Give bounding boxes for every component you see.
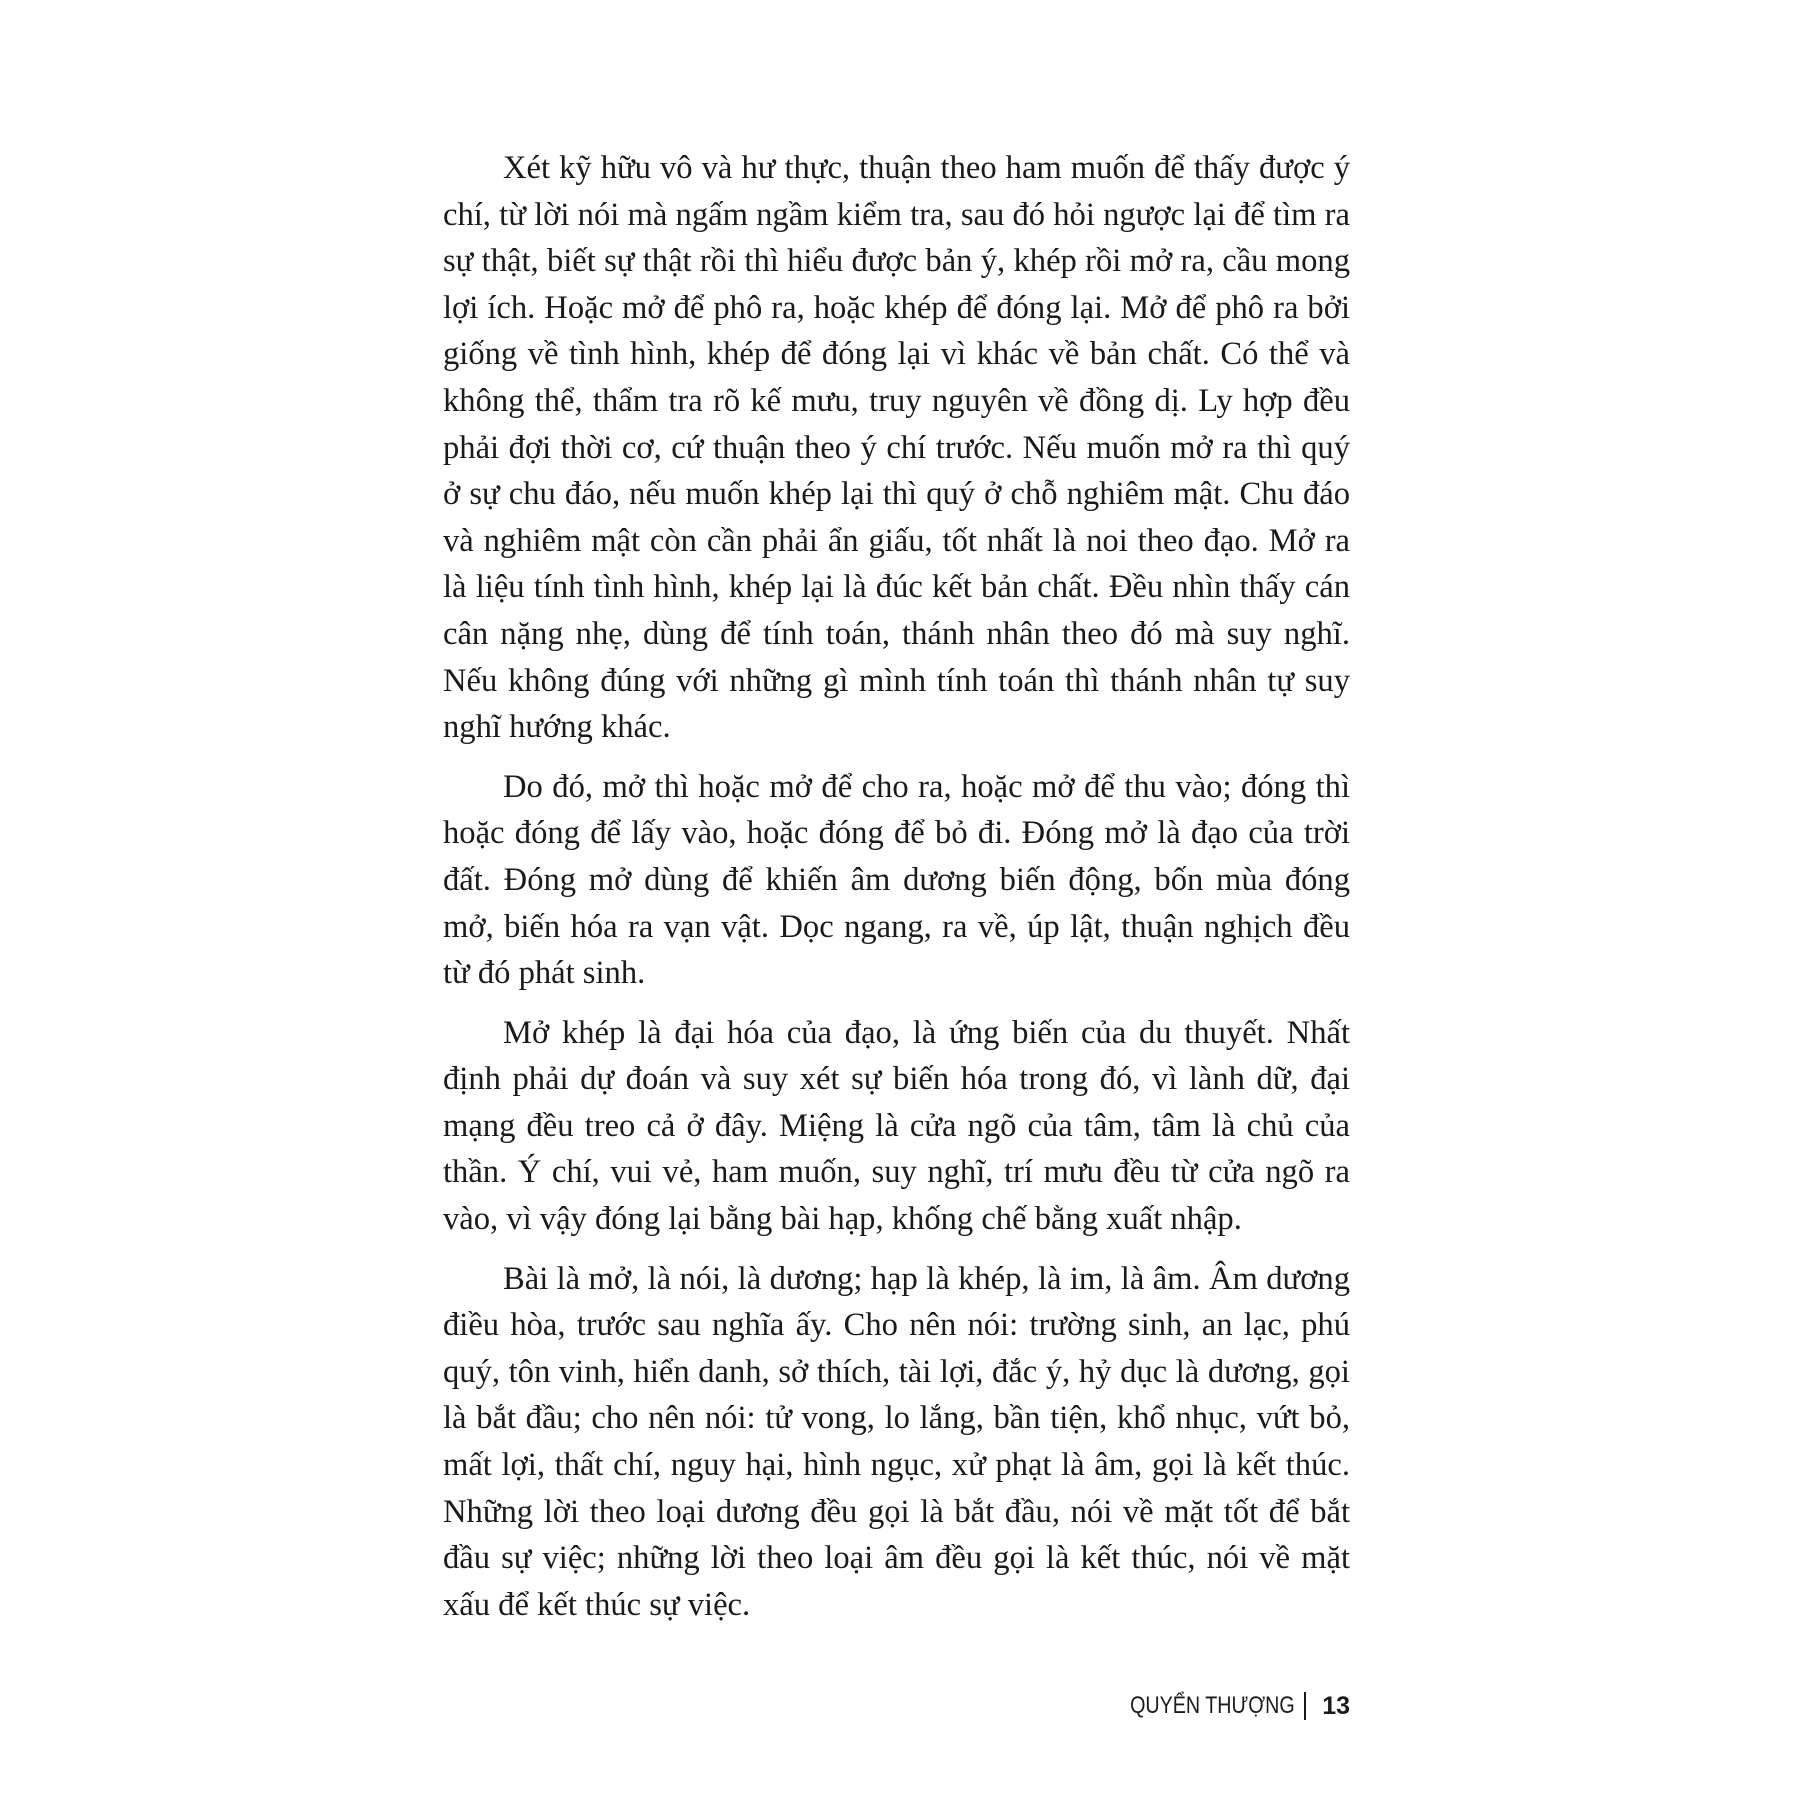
running-head: QUYỂN THƯỢNG xyxy=(1129,1692,1295,1719)
paragraph-4: Bài là mở, là nói, là dương; hạp là khép, là im, là âm. Âm dương điều hòa, trước sau nghĩa ấy. Cho nên nói: trường sinh, an lạc, phú quý, tôn vinh, hiển danh, sở thích, tài lợi, đắc ý, hỷ dục là dương, gọi là bắt đầu; cho nên nói: tử vong, lo lắng, bần tiện, khổ nhục, vứt bỏ, mất lợi, thất chí, nguy hại, hình ngục, xử phạt là âm, gọi là kết thúc. Những lời theo loại dương đều gọi là bắt đầu, nói về mặt tốt để bắt đầu sự việc; những lời theo loại âm đều gọi là kết thúc, nói về mặt xấu để kết thúc sự việc. xyxy=(443,1260,1350,1623)
paragraph-2: Do đó, mở thì hoặc mở để cho ra, hoặc mở để thu vào; đóng thì hoặc đóng để lấy vào, hoặc đóng để bỏ đi. Đóng mở là đạo của trời đất. Đóng mở dùng để khiến âm dương biến động, bốn mùa đóng mở, biến hóa ra vạn vật. Dọc ngang, ra về, úp lật, thuận nghịch đều từ đó phát sinh. xyxy=(443,768,1350,992)
page-number: 13 xyxy=(1322,1691,1350,1720)
footer-divider xyxy=(1304,1692,1306,1720)
body-text xyxy=(443,145,1350,1641)
paragraph-1: Xét kỹ hữu vô và hư thực, thuận theo ham muốn để thấy được ý chí, từ lời nói mà ngấm ngầm kiểm tra, sau đó hỏi ngược lại để tìm ra sự thật, biết sự thật rồi thì hiểu được bản ý, khép rồi mở ra, cầu mong lợi ích. Hoặc mở để phô ra, hoặc khép để đóng lại. Mở để phô ra bởi giống về tình hình, khép để đóng lại vì khác về bản chất. Có thể và không thể, thẩm tra rõ kế mưu, truy nguyên về đồng dị. Ly hợp đều phải đợi thời cơ, cứ thuận theo ý chí trước. Nếu muốn mở ra thì quý ở sự chu đáo, nếu muốn khép lại thì quý ở chỗ nghiêm mật. Chu đáo và nghiêm mật còn cần phải ẩn giấu, tốt nhất là noi theo đạo. Mở ra là liệu tính tình hình, khép lại là đúc kết bản chất. Đều nhìn thấy cán cân nặng nhẹ, dùng để tính toán, thánh nhân theo đó mà suy nghĩ. Nếu không đúng với những gì mình tính toán thì thánh nhân tự suy nghĩ hướng khác. xyxy=(443,150,1350,746)
paragraph-3: Mở khép là đại hóa của đạo, là ứng biến của du thuyết. Nhất định phải dự đoán và suy xét sự biến hóa trong đó, vì lành dữ, đại mạng đều treo cả ở đây. Miệng là cửa ngõ của tâm, tâm là chủ của thần. Ý chí, vui vẻ, ham muốn, suy nghĩ, trí mưu đều từ cửa ngõ ra vào, vì vậy đóng lại bằng bài hạp, khống chế bằng xuất nhập. xyxy=(443,1014,1350,1238)
page-footer xyxy=(1094,1687,1350,1725)
